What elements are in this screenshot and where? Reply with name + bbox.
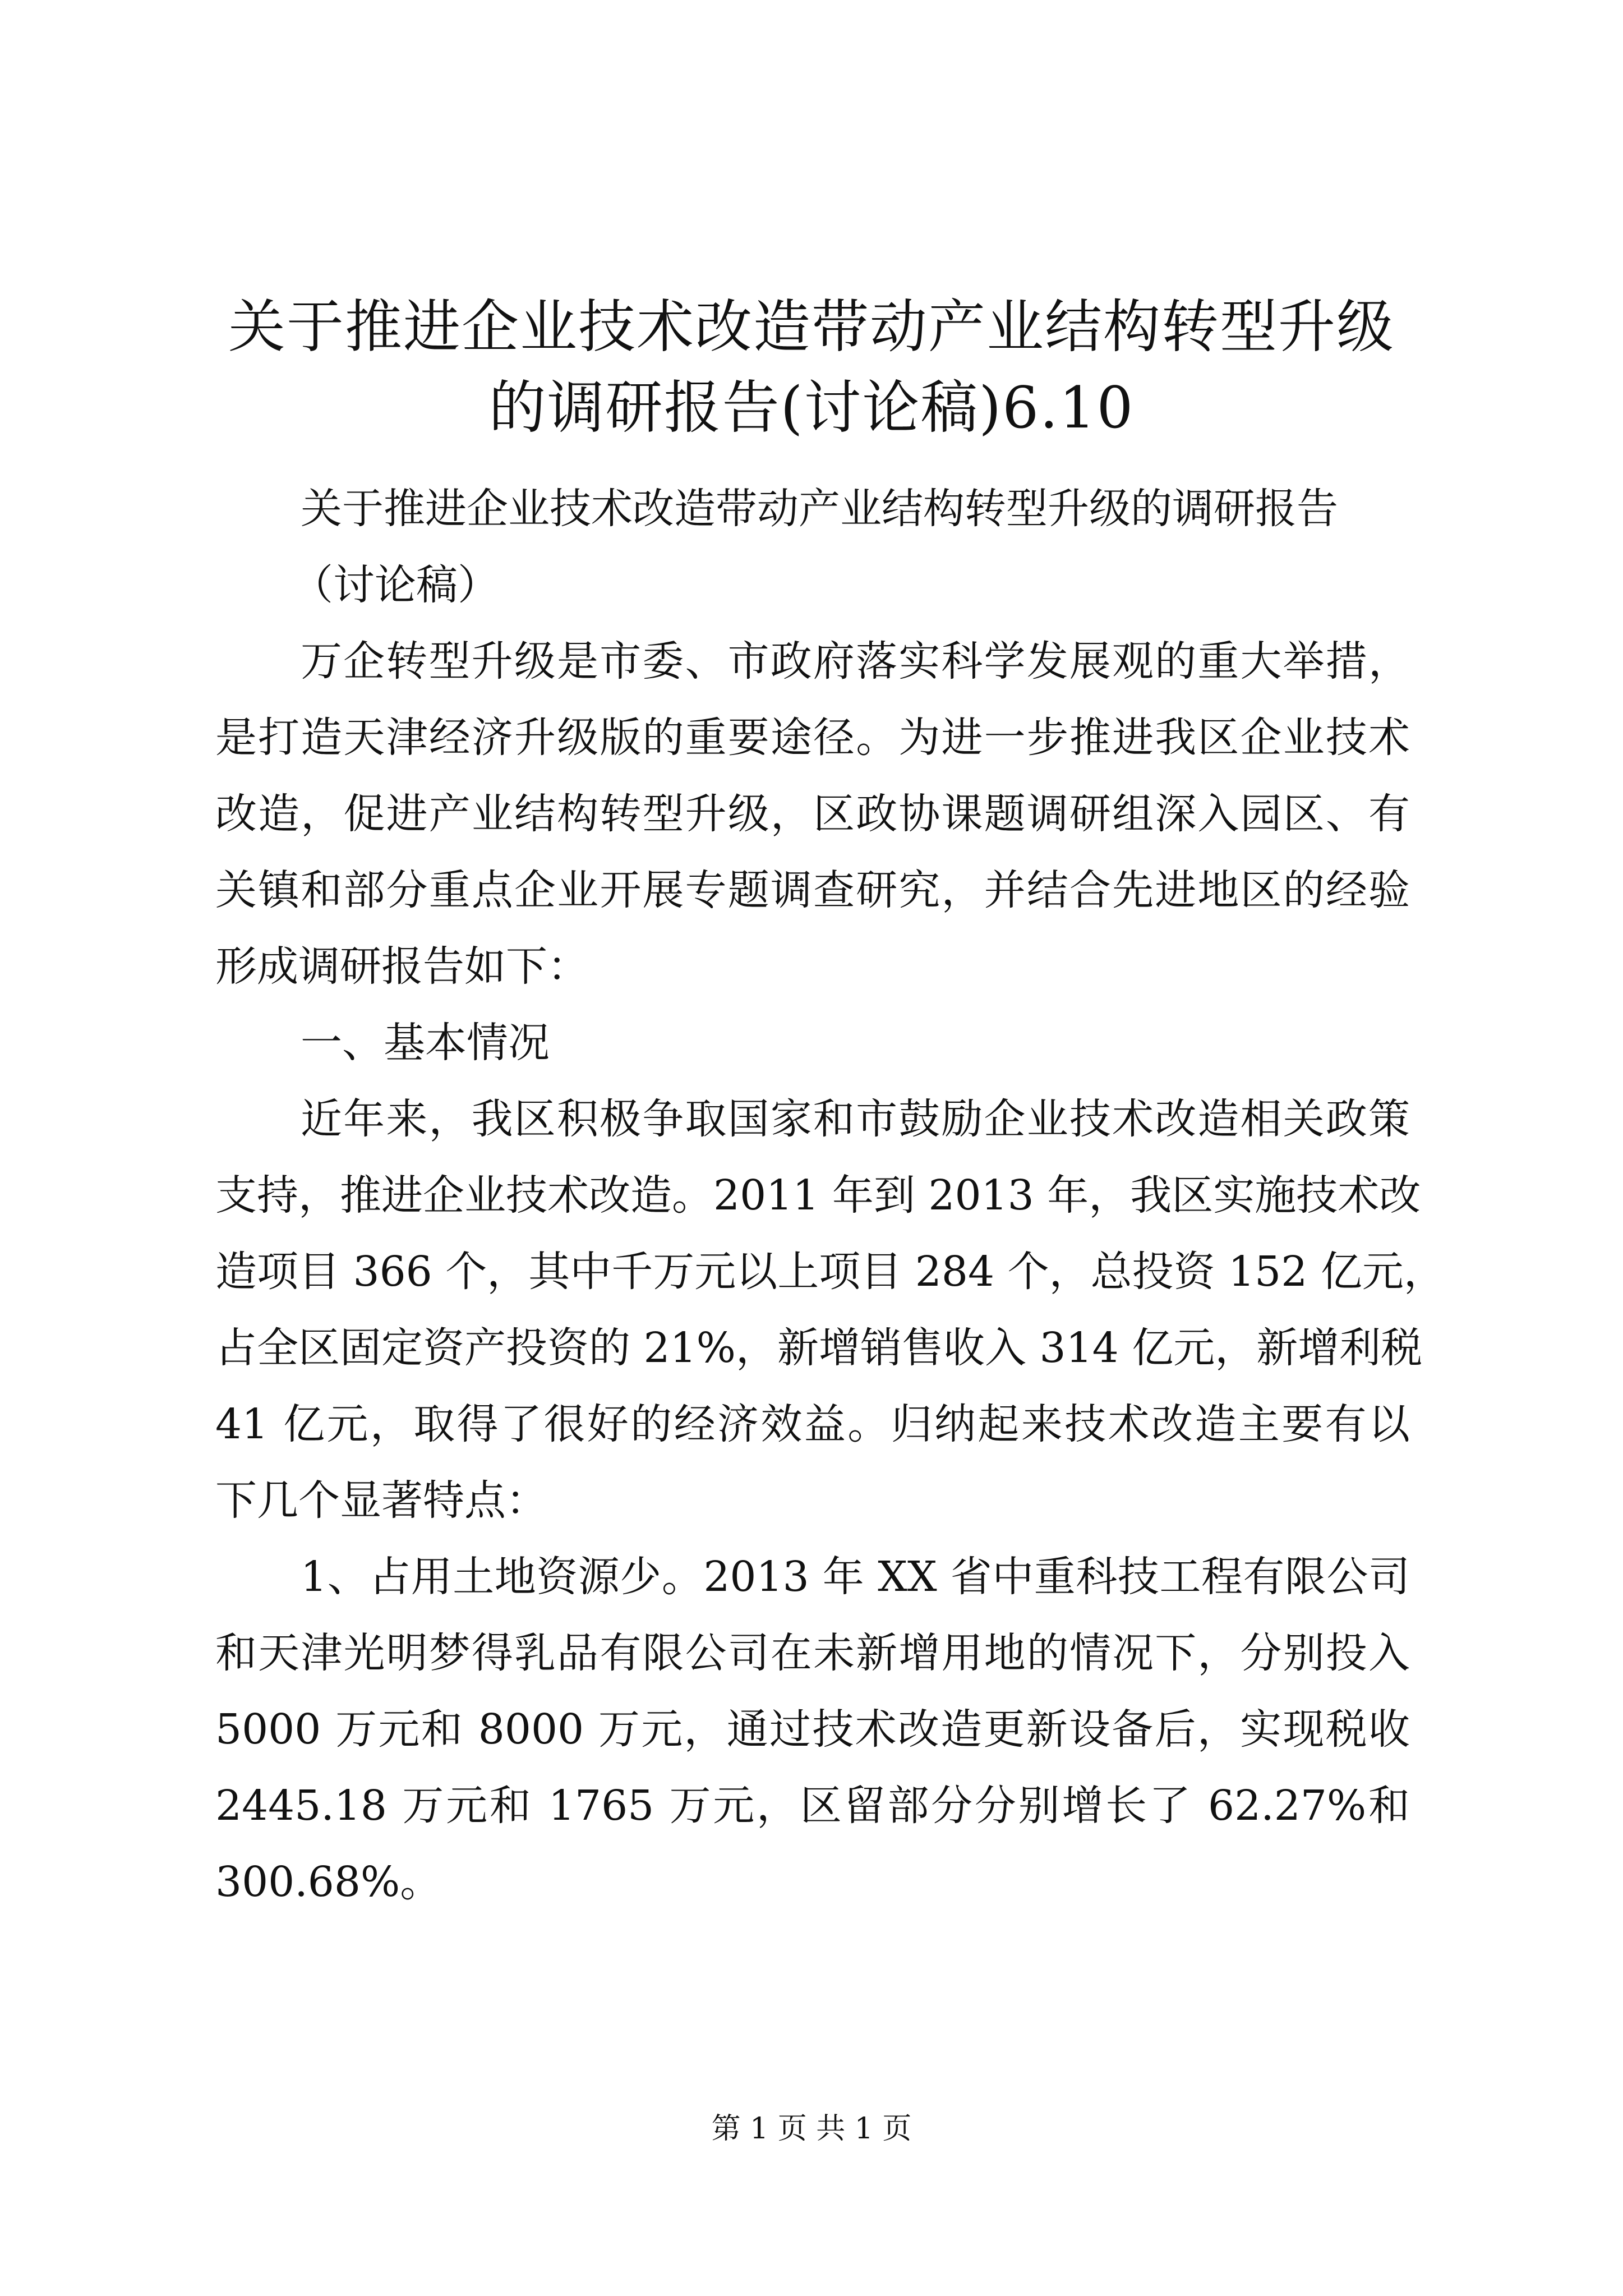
page-number-label: 第 1 页 共 1 页: [711, 2112, 912, 2146]
document-title-line-2: 的调研报告(讨论稿)6.10: [488, 375, 1135, 441]
paragraph-line: 形成调研报告如下：: [215, 942, 589, 991]
paragraph-line: 300.68%。: [215, 1858, 442, 1906]
paragraph-line: 41 亿元，取得了很好的经济效益。归纳起来技术改造主要有以: [215, 1400, 1410, 1448]
paragraph-line: 近年来，我区积极争取国家和市鼓励企业技术改造相关政策: [301, 1095, 1410, 1143]
paragraph-line: 1、占用土地资源少。2013 年 XX 省中重科技工程有限公司: [301, 1553, 1410, 1601]
paragraph-line: 是打造天津经济升级版的重要途径。为进一步推进我区企业技术: [215, 714, 1410, 762]
paragraph-line: 和天津光明梦得乳品有限公司在未新增用地的情况下，分别投入: [215, 1629, 1410, 1677]
paragraph-line: 造项目 366 个，其中千万元以上项目 284 个，总投资 152 亿元，: [215, 1248, 1445, 1296]
section-heading: 一、基本情况: [301, 1019, 550, 1067]
paragraph-line: 占全区固定资产投资的 21%，新增销售收入 314 亿元，新增利税: [215, 1324, 1423, 1372]
paragraph-line: 万企转型升级是市委、市政府落实科学发展观的重大举措，: [301, 637, 1410, 685]
page-number-footer: [0, 2109, 1623, 2148]
paragraph-line: 支持，推进企业技术改造。2011 年到 2013 年，我区实施技术改: [215, 1171, 1421, 1220]
paragraph-line: 5000 万元和 8000 万元，通过技术改造更新设备后，实现税收: [215, 1705, 1410, 1754]
document-title-line-1: 关于推进企业技术改造带动产业结构转型升级: [228, 294, 1395, 361]
subtitle-line-2: （讨论稿）: [292, 561, 499, 609]
paragraph-line: 下几个显著特点：: [215, 1476, 547, 1525]
paragraph-line: 关镇和部分重点企业开展专题调查研究，并结合先进地区的经验: [215, 866, 1410, 914]
subtitle-line-1: 关于推进企业技术改造带动产业结构转型升级的调研报告: [301, 485, 1338, 533]
paragraph-line: 改造，促进产业结构转型升级，区政协课题调研组深入园区、有: [215, 790, 1410, 838]
paragraph-line: 2445.18 万元和 1765 万元，区留部分分别增长了 62.27%和: [215, 1782, 1410, 1830]
